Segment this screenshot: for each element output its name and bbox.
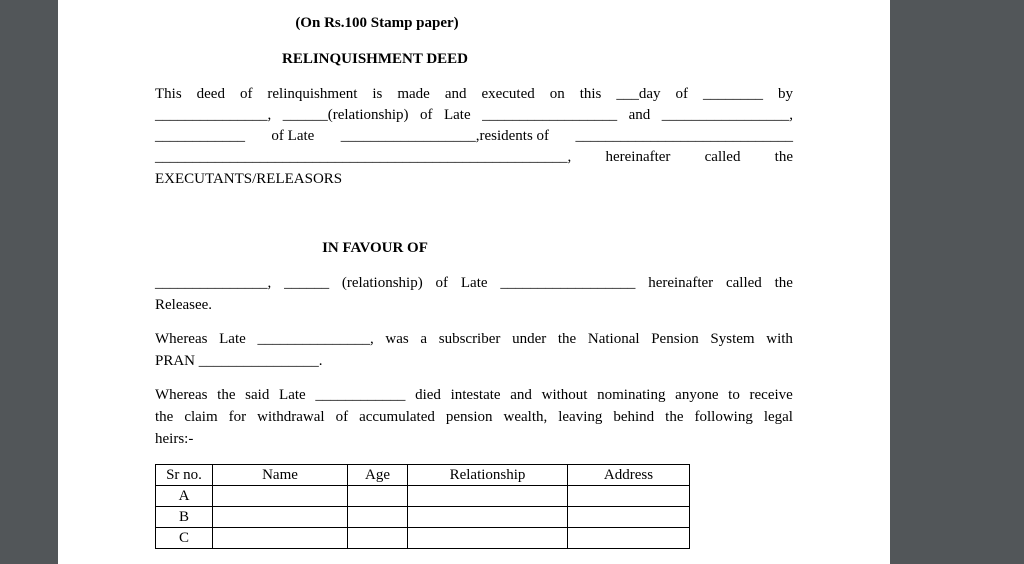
word: the <box>155 409 174 425</box>
header-sr-no: Sr no. <box>156 465 213 486</box>
word: made <box>397 86 430 102</box>
cell-relationship <box>408 528 568 549</box>
cell-address <box>568 486 690 507</box>
word: (relationship) <box>341 275 423 291</box>
word: to <box>728 387 740 403</box>
cell-name <box>213 486 348 507</box>
para2-line1 <box>155 273 793 294</box>
word: ______(relationship) <box>282 107 409 123</box>
word: was <box>385 331 409 347</box>
para4-line1 <box>155 385 793 406</box>
cell-sr: B <box>156 507 213 528</box>
heirs-table <box>155 464 690 549</box>
word: intestate <box>450 387 501 403</box>
para1-line1 <box>155 84 793 105</box>
para3-line2: PRAN ________________. <box>155 353 323 369</box>
word: ____________ <box>315 387 406 403</box>
word: executed <box>481 86 535 102</box>
cell-age <box>348 507 408 528</box>
word: claim <box>184 409 218 425</box>
deed-title: RELINQUISHMENT DEED <box>281 51 468 67</box>
word: the <box>774 275 793 291</box>
word: of <box>435 275 449 291</box>
word: without <box>541 387 588 403</box>
word: leaving <box>558 409 603 425</box>
word: National <box>587 331 640 347</box>
word: under <box>512 331 547 347</box>
word: _________________, <box>661 107 793 123</box>
header-address: Address <box>568 465 690 486</box>
word: and <box>628 107 651 123</box>
word: of Late <box>271 128 315 144</box>
para3-line1 <box>155 329 793 350</box>
word: Pension <box>651 331 699 347</box>
header-age: Age <box>348 465 408 486</box>
cell-age <box>348 486 408 507</box>
cell-name <box>213 507 348 528</box>
word: _______________, <box>155 275 272 291</box>
word: of <box>675 86 688 102</box>
word: _______________, <box>257 331 374 347</box>
word: _______________________________________________________, <box>155 149 572 165</box>
para1-line2 <box>155 105 793 126</box>
word: subscriber <box>438 331 501 347</box>
para4-line2 <box>155 407 793 428</box>
word: accumulated <box>359 409 435 425</box>
word: on <box>549 86 565 102</box>
word: Late <box>219 331 246 347</box>
word: behind <box>613 409 655 425</box>
word: _______________, <box>155 107 272 123</box>
para2-line2: Releasee. <box>155 297 213 313</box>
table-row <box>156 528 690 549</box>
heirs-table-wrap <box>155 464 690 549</box>
word: and <box>510 387 532 403</box>
cell-address <box>568 528 690 549</box>
favour-heading: IN FAVOUR OF <box>322 240 428 256</box>
word: the <box>774 149 793 165</box>
stamp-note: (On Rs.100 Stamp paper) <box>295 15 459 31</box>
document-page <box>58 0 890 564</box>
cell-relationship <box>408 486 568 507</box>
word: with <box>766 331 793 347</box>
word: Late <box>279 387 306 403</box>
word: the <box>557 331 577 347</box>
header-name: Name <box>213 465 348 486</box>
word: nominating <box>597 387 666 403</box>
header-relationship: Relationship <box>408 465 568 486</box>
table-row <box>156 486 690 507</box>
word: pension <box>445 409 493 425</box>
word: ________ <box>702 86 763 102</box>
word: of <box>420 107 433 123</box>
word: This <box>155 86 182 102</box>
word: said <box>245 387 270 403</box>
word: __________________ <box>482 107 618 123</box>
word: Late <box>443 107 471 123</box>
cell-relationship <box>408 507 568 528</box>
para4-line3: heirs:- <box>155 431 194 447</box>
word: wealth, <box>503 409 548 425</box>
word: ______ <box>284 275 330 291</box>
word: the <box>665 409 684 425</box>
table-header-row <box>156 465 690 486</box>
word: deed <box>196 86 225 102</box>
cell-address <box>568 507 690 528</box>
word: following <box>694 409 753 425</box>
word: by <box>777 86 793 102</box>
word: __________________ <box>500 275 636 291</box>
word: withdrawal <box>257 409 325 425</box>
word: hereinafter <box>605 149 671 165</box>
word: System <box>710 331 755 347</box>
word: is <box>372 86 383 102</box>
para1-line3 <box>155 126 793 147</box>
cell-name <box>213 528 348 549</box>
cell-sr: C <box>156 528 213 549</box>
word: this <box>579 86 602 102</box>
word: _____________________________ <box>575 128 793 144</box>
word: died <box>415 387 441 403</box>
word: ____________ <box>155 128 245 144</box>
para1-line4 <box>155 147 793 168</box>
word: anyone <box>675 387 719 403</box>
word: called <box>725 275 762 291</box>
cell-sr: A <box>156 486 213 507</box>
table-row <box>156 507 690 528</box>
word: for <box>228 409 247 425</box>
para1-line5: EXECUTANTS/RELEASORS <box>155 171 343 187</box>
word: __________________,residents of <box>340 128 550 144</box>
word: Whereas <box>155 331 208 347</box>
word: the <box>217 387 236 403</box>
word: relinquishment <box>267 86 358 102</box>
word: called <box>704 149 741 165</box>
word: receive <box>749 387 793 403</box>
word: hereinafter <box>648 275 714 291</box>
word: legal <box>763 409 793 425</box>
word: Late <box>460 275 488 291</box>
word: Whereas <box>155 387 208 403</box>
word: ___day <box>616 86 661 102</box>
word: and <box>444 86 467 102</box>
word: of <box>239 86 253 102</box>
word: a <box>420 331 428 347</box>
cell-age <box>348 528 408 549</box>
word: of <box>335 409 349 425</box>
